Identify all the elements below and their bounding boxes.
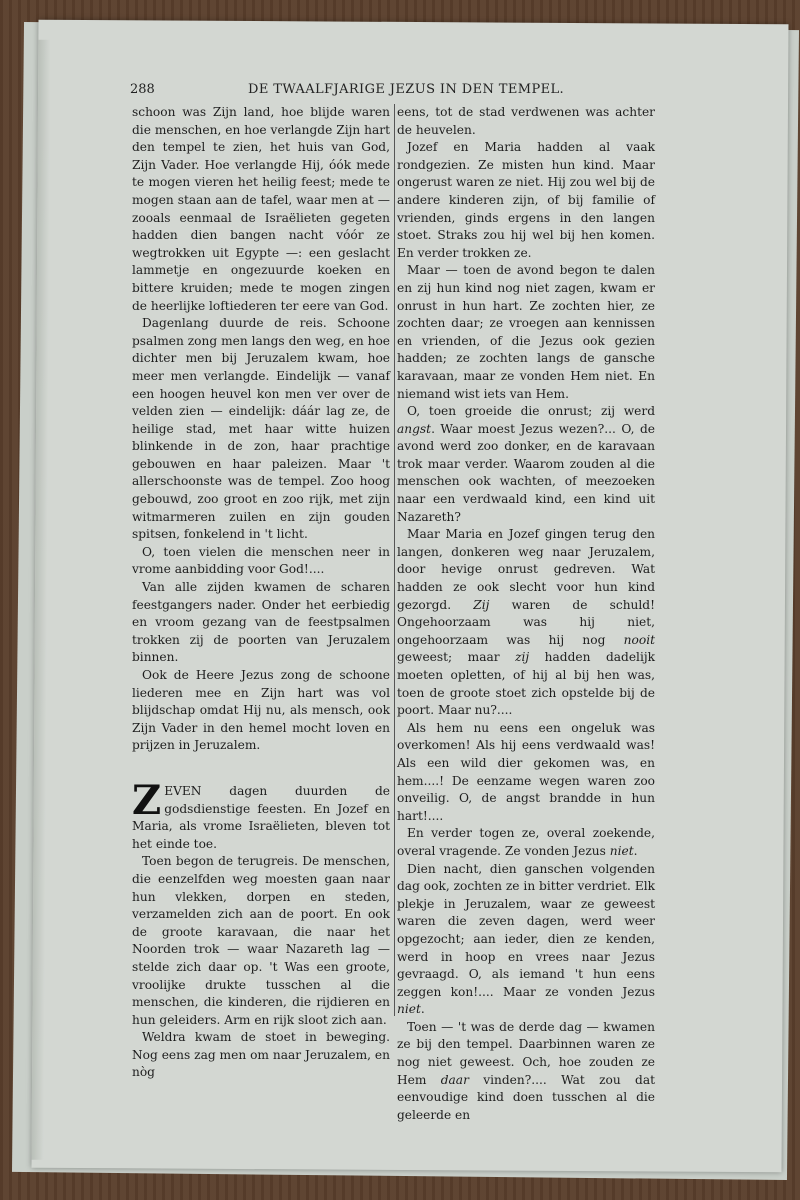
paragraph: Ook de Heere Jezus zong de schoone liederen mee en Zijn hart was vol blijdschap omdat Hij nu, als mensch, ook Zijn Vader in den hemel mocht loven en prijzen in Jeruzalem.	[132, 668, 390, 753]
paragraph: O, toen vielen die menschen neer in vrome aanbidding voor God!....	[132, 544, 390, 577]
paragraph: Weldra kwam de stoet in beweging. Nog eens zag men om naar Jeruzalem, en nòg	[132, 1030, 390, 1080]
paragraph: Als hem nu eens een ongeluk was overkomen! Als hij eens verdwaald was! Als een wild dier gekomen was, en hem....! De eenzame wegen waren zoo onveilig. O, de angst brandde in hun hart!....	[397, 720, 655, 823]
italic-text: daar	[440, 1072, 469, 1087]
text: O, toen groeide die onrust; zij werd	[407, 404, 655, 419]
drop-cap: Z	[132, 776, 162, 824]
text: Toen — 't was de derde dag — kwamen ze bij den tempel. Daarbinnen waren ze nog niet geweest. Och, hoe zouden ze Hem	[397, 1019, 655, 1087]
text: hadden dadelijk moeten opletten, of hij al bij hen was, toen de groote stoet zich opstelde bij de poort. Maar nu?....	[397, 650, 655, 718]
page-header	[130, 82, 580, 102]
paragraph: Toen begon de terugreis. De menschen, die eenzelfden weg moesten gaan naar hun vlekken, dorpen en steden, verzamelden zich aan de poort. En ook de groote karavaan, die naar het Noorden trok — waar Nazareth lag — stelde zich daar op. 't Was een groote, vroolijke drukte tusschen al die menschen, die kinderen, die rijdieren en hun geleiders. Arm en rijk sloot zich aan.	[132, 854, 390, 1027]
paragraph	[397, 526, 655, 720]
text: .	[633, 843, 638, 858]
text: Maar Maria en Jozef gingen terug den langen, donkeren weg naar Jeruzalem, door hevige onrust gedreven. Wat hadden ze ook slecht voor hun kind gezorgd.	[397, 527, 655, 612]
italic-text: zij	[515, 650, 530, 665]
left-column	[132, 104, 390, 1082]
right-column	[397, 104, 655, 1124]
text: waren de schuld! Ongehoorzaam was hij niet, ongehoorzaam was hij nog	[397, 597, 655, 647]
italic-text: Zij	[473, 597, 490, 612]
small-caps-word: EVEN	[164, 783, 202, 798]
paragraph: Dagenlang duurde de reis. Schoone psalmen zong men langs den weg, en hoe dichter men bij Jeruzalem kwam, hoe meer men verlangde. Eindelijk — vanaf een hoogen heuvel kon men ver over de velden zien — eindelijk: dáár lag ze, de heilige stad, met haar witte huizen blinkende in de zon, haar prachtige gebouwen en haar paleizen. Maar 't allerschoonste was de tempel. Zoo hoog gebouwd, zoo groot en zoo rijk, met zijn witmarmeren zuilen en zijn gouden spitsen, fonkelend in 't licht.	[132, 316, 390, 542]
text: .	[420, 1002, 425, 1017]
section-opening-paragraph	[132, 776, 390, 853]
italic-text: nooit	[623, 632, 655, 647]
paragraph: Van alle zijden kwamen de scharen feestgangers nader. Onder het eerbiedig en vroom gezang van de feestpsalmen trokken zij de poorten van Jeruzalem binnen.	[132, 580, 390, 665]
section-break	[132, 755, 390, 783]
paragraph: schoon was Zijn land, hoe blijde waren die menschen, en hoe verlangde Zijn hart den tempel te zien, het huis van God, Zijn Vader. Hoe verlangde Hij, óók mede te mogen vieren het heilig feest; mede te mogen staan aan de tafel, waar men at — zooals eenmaal de Israëlieten gegeten hadden dien bangen nacht vóór ze wegtrokken uit Egypte —: een geslacht lammetje en ongezuurde koeken en bittere kruiden; mede te mogen zingen de heerlijke loftiederen ter eere van God.	[132, 105, 390, 313]
running-title: DE TWAALFJARIGE JEZUS IN DEN TEMPEL.	[248, 82, 565, 97]
column-divider	[394, 104, 395, 1016]
paragraph: Jozef en Maria hadden al vaak rondgezien. Ze misten hun kind. Maar ongerust waren ze niet. Hij zou wel bij de andere kinderen zijn, of bij familie of vrienden, ginds ergens in den langen stoet. Straks zou hij wel bij hen komen. En verder trokken ze.	[397, 140, 655, 260]
text: vinden?.... Wat zou dat eenvoudige kind doen tusschen al die geleerde en	[397, 1072, 655, 1122]
paragraph: eens, tot de stad verdwenen was achter de heuvelen.	[397, 105, 655, 137]
paragraph	[397, 861, 655, 1019]
text: geweest; maar	[397, 650, 516, 665]
text: . Waar moest Jezus wezen?... O, de avond werd zoo donker, en de karavaan trok maar verder. Waarom zouden al die menschen ook wachten, of meezoeken naar een verdwaald kind, een kind uit Nazareth?	[397, 421, 655, 524]
paragraph	[397, 825, 655, 860]
paragraph	[397, 403, 655, 526]
paragraph	[397, 1019, 655, 1125]
page-number: 288	[130, 82, 155, 97]
paragraph-text: dagen duurden de godsdienstige feesten. En Jozef en Maria, als vrome Israëlieten, bleven tot het einde toe.	[132, 783, 390, 851]
italic-text: niet	[609, 843, 634, 858]
italic-text: niet	[397, 1002, 421, 1017]
text: Dien nacht, dien ganschen volgenden dag ook, zochten ze in bitter verdriet. Elk plekje in Jeruzalem, waar ze geweest waren die zeven dagen, werd weer opgezocht; aan ieder, dien ze kenden, werd in hoop en vrees naar Jezus gevraagd. O, als iemand 't hun eens zeggen kon!.... Maar ze vonden Jezus	[397, 861, 655, 999]
paragraph: Maar — toen de avond begon te dalen en zij hun kind nog niet zagen, kwam er onrust in hun hart. Ze zochten hier, ze zochten daar; ze vroegen aan kennissen en vrienden, of die Jezus ook gezien hadden; ze zochten langs de gansche karavaan, maar ze vonden Hem niet. En niemand wist iets van Hem.	[397, 263, 655, 401]
italic-text: angst	[397, 421, 432, 436]
text: En verder togen ze, overal zoekende, overal vragende. Ze vonden Jezus	[397, 826, 655, 858]
